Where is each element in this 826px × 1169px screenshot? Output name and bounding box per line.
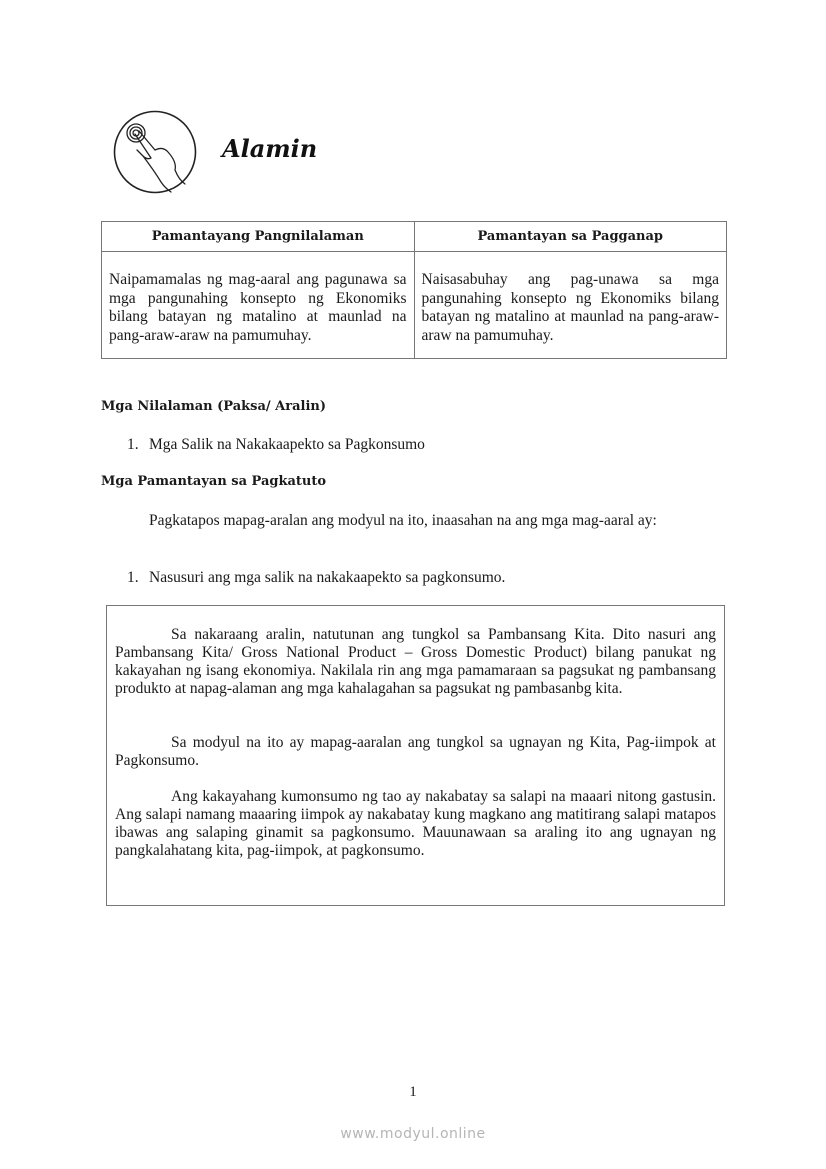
intro-paragraph: Ang kakayahang kumonsumo ng tao ay nakabatay sa salapi na maaari nitong gastusin. Ang salapi namang maaaring iimpok ay nakabatay kung magkano ang matitirang salapi matapos ibawas ang salaping ginamit sa pagkonsumo. Mauunawaan sa araling ito ang ugnayan ng pangkalahatang kita, pag-iimpok, at pagkonsumo. <box>115 788 716 859</box>
page-number: 1 <box>409 1084 417 1100</box>
standards-table <box>101 221 727 359</box>
hand-tap-icon <box>113 110 197 194</box>
list-number: 1. <box>127 569 139 586</box>
list-item <box>127 569 505 587</box>
performance-standard-cell: Naisasabuhay ang pag-unawa sa mga pangunahing konsepto ng Ekonomiks bilang batayan ng matalino at maunlad na pang-araw-araw na pamumuhay. <box>414 252 727 359</box>
introduction-box <box>106 605 725 906</box>
table-row <box>102 252 727 359</box>
list-text: Mga Salik na Nakakaapekto sa Pagkonsumo <box>149 436 425 453</box>
column-header-content-standard: Pamantayang Pangnilalaman <box>102 222 415 252</box>
contents-heading: Mga Nilalaman (Paksa/ Aralin) <box>101 399 326 414</box>
list-item <box>127 436 425 454</box>
learning-standards-heading: Mga Pamantayan sa Pagkatuto <box>101 474 327 489</box>
content-standard-cell: Naipamamalas ng mag-aaral ang pagunawa sa mga pangunahing konsepto ng Ekonomiks bilang batayan ng matalino at maunlad na pang-araw-araw na pamumuhay. <box>102 252 415 359</box>
intro-paragraph: Sa nakaraang aralin, natutunan ang tungkol sa Pambansang Kita. Dito nasuri ang Pambansang Kita/ Gross National Product – Gross Domestic Product) bilang panukat ng kakayahan ng isang ekonomiya. Nakilala rin ang mga pamamaraan sa pagsukat ng pambansang produkto at napag-alaman ang mga kahalagahan sa pagsukat ng pambasanbg kita. <box>115 626 716 697</box>
section-title: Alamin <box>222 134 318 163</box>
intro-paragraph: Sa modyul na ito ay mapag-aaralan ang tungkol sa ugnayan ng Kita, Pag-iimpok at Pagkonsumo. <box>115 734 716 769</box>
learning-standards-intro: Pagkatapos mapag-aralan ang modyul na ito, inaasahan na ang mga mag-aaral ay: <box>149 512 657 529</box>
watermark: www.modyul.online <box>340 1126 486 1142</box>
list-text: Nasusuri ang mga salik na nakakaapekto sa pagkonsumo. <box>149 569 506 586</box>
column-header-performance-standard: Pamantayan sa Pagganap <box>414 222 727 252</box>
list-number: 1. <box>127 436 139 453</box>
